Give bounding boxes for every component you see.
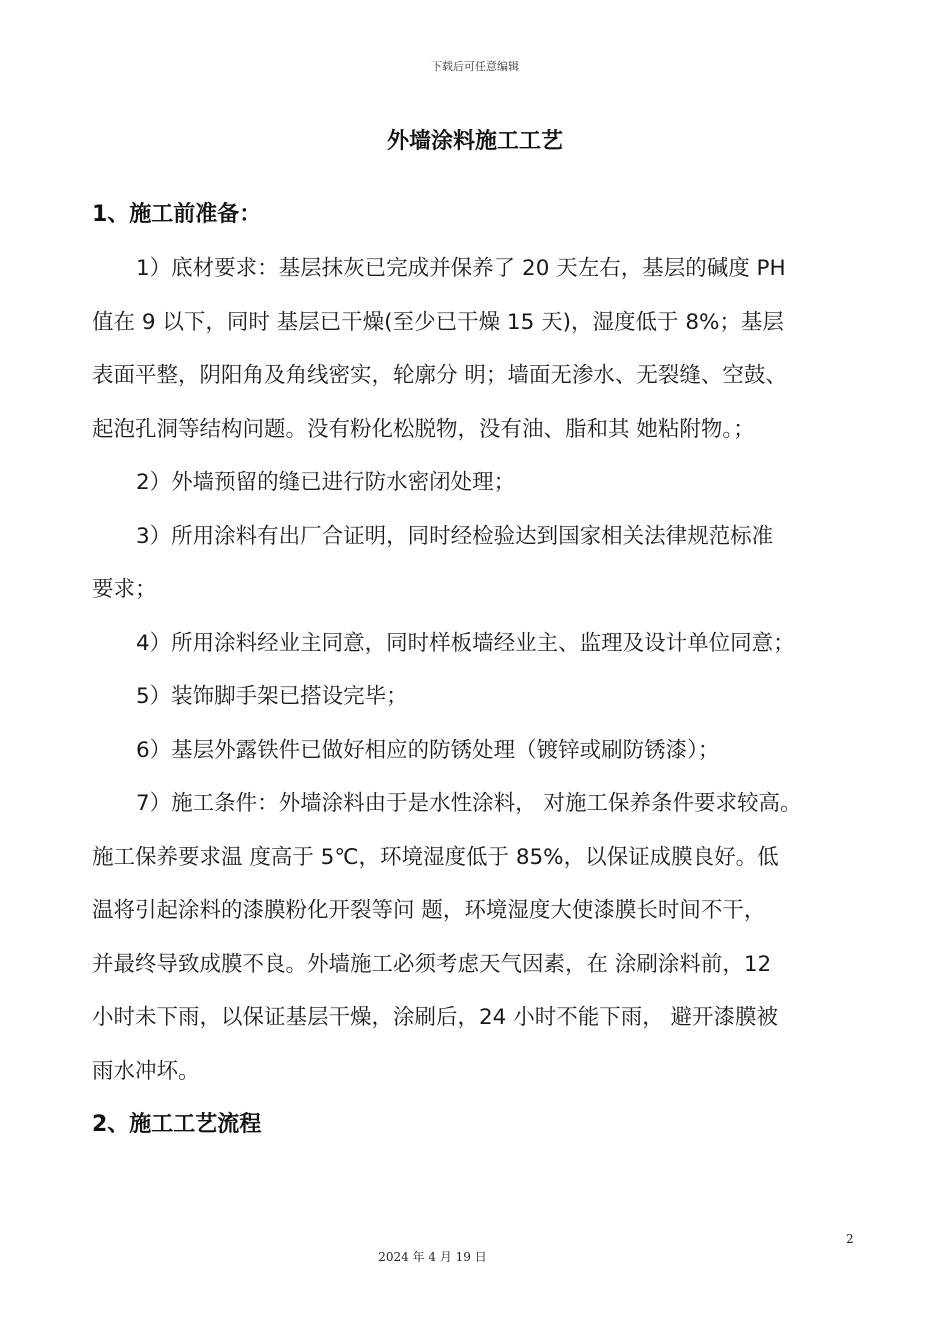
paragraph-line: 雨水冲坏。 [92,1058,200,1084]
page-title: 外墙涂料施工工艺 [386,129,563,154]
footer-date: 2024 年 4 月 19 日 [378,1250,487,1264]
paragraph-line: 2）外墙预留的缝已进行防水密闭处理； [136,470,516,495]
paragraph-line: 1）底材要求：基层抹灰已完成并保养了 20 天左右，基层的碱度 PH [136,256,786,281]
paragraph-line: 6）基层外露铁件已做好相应的防锈处理（镀锌或刷防锈漆）； [136,737,720,763]
page-number: 2 [846,1232,854,1246]
paragraph-line: 4）所用涂料经业主同意，同时样板墙经业主、监理及设计单位同意； [136,630,795,656]
paragraph-line: 小时未下雨，以保证基层干燥，涂刷后，24 小时不能下雨， 避开漆膜被 [92,1005,779,1030]
document-body [92,188,862,1152]
paragraph-line: 表面平整，阴阳角及角线密实，轮廓分 明；墙面无渗水、无裂缝、空鼓、 [92,363,787,388]
paragraph-line: 温将引起涂料的漆膜粉化开裂等问 题，环境湿度大使漆膜长时间不干， [92,898,766,923]
header-note: 下载后可任意编辑 [431,60,519,73]
paragraph-line: 5）装饰脚手架已搭设完毕； [136,684,408,709]
paragraph-line: 值在 9 以下，同时 基层已干燥(至少已干燥 15 天)，湿度低于 8%；基层 [92,309,784,335]
paragraph-line: 要求； [92,577,157,602]
paragraph-line: 起泡孔洞等结构问题。没有粉化松脱物，没有油、脂和其 她粘附物。； [92,416,755,442]
section-heading-preparation: 1、施工前准备： [92,202,262,227]
preparation-items [92,242,862,1098]
preparation-item [92,724,862,778]
preparation-item [92,670,862,724]
paragraph-line: 并最终导致成膜不良。外墙施工必须考虑天气因素，在 涂刷涂料前，12 [92,951,772,977]
section-heading-process-flow: 2、施工工艺流程 [92,1112,262,1137]
preparation-item [92,510,862,617]
preparation-item [92,777,862,1098]
preparation-item [92,617,862,671]
paragraph-line: 施工保养要求温 度高于 5℃，环境湿度低于 85%，以保证成膜良好。低 [92,844,779,870]
paragraph-line: 3）所用涂料有出厂合证明，同时经检验达到国家相关法律规范标准 [136,523,774,549]
preparation-item [92,242,862,456]
paragraph-line: 7）施工条件：外墙涂料由于是水性涂料， 对施工保养条件要求较高。 [136,791,802,816]
preparation-item [92,456,862,510]
